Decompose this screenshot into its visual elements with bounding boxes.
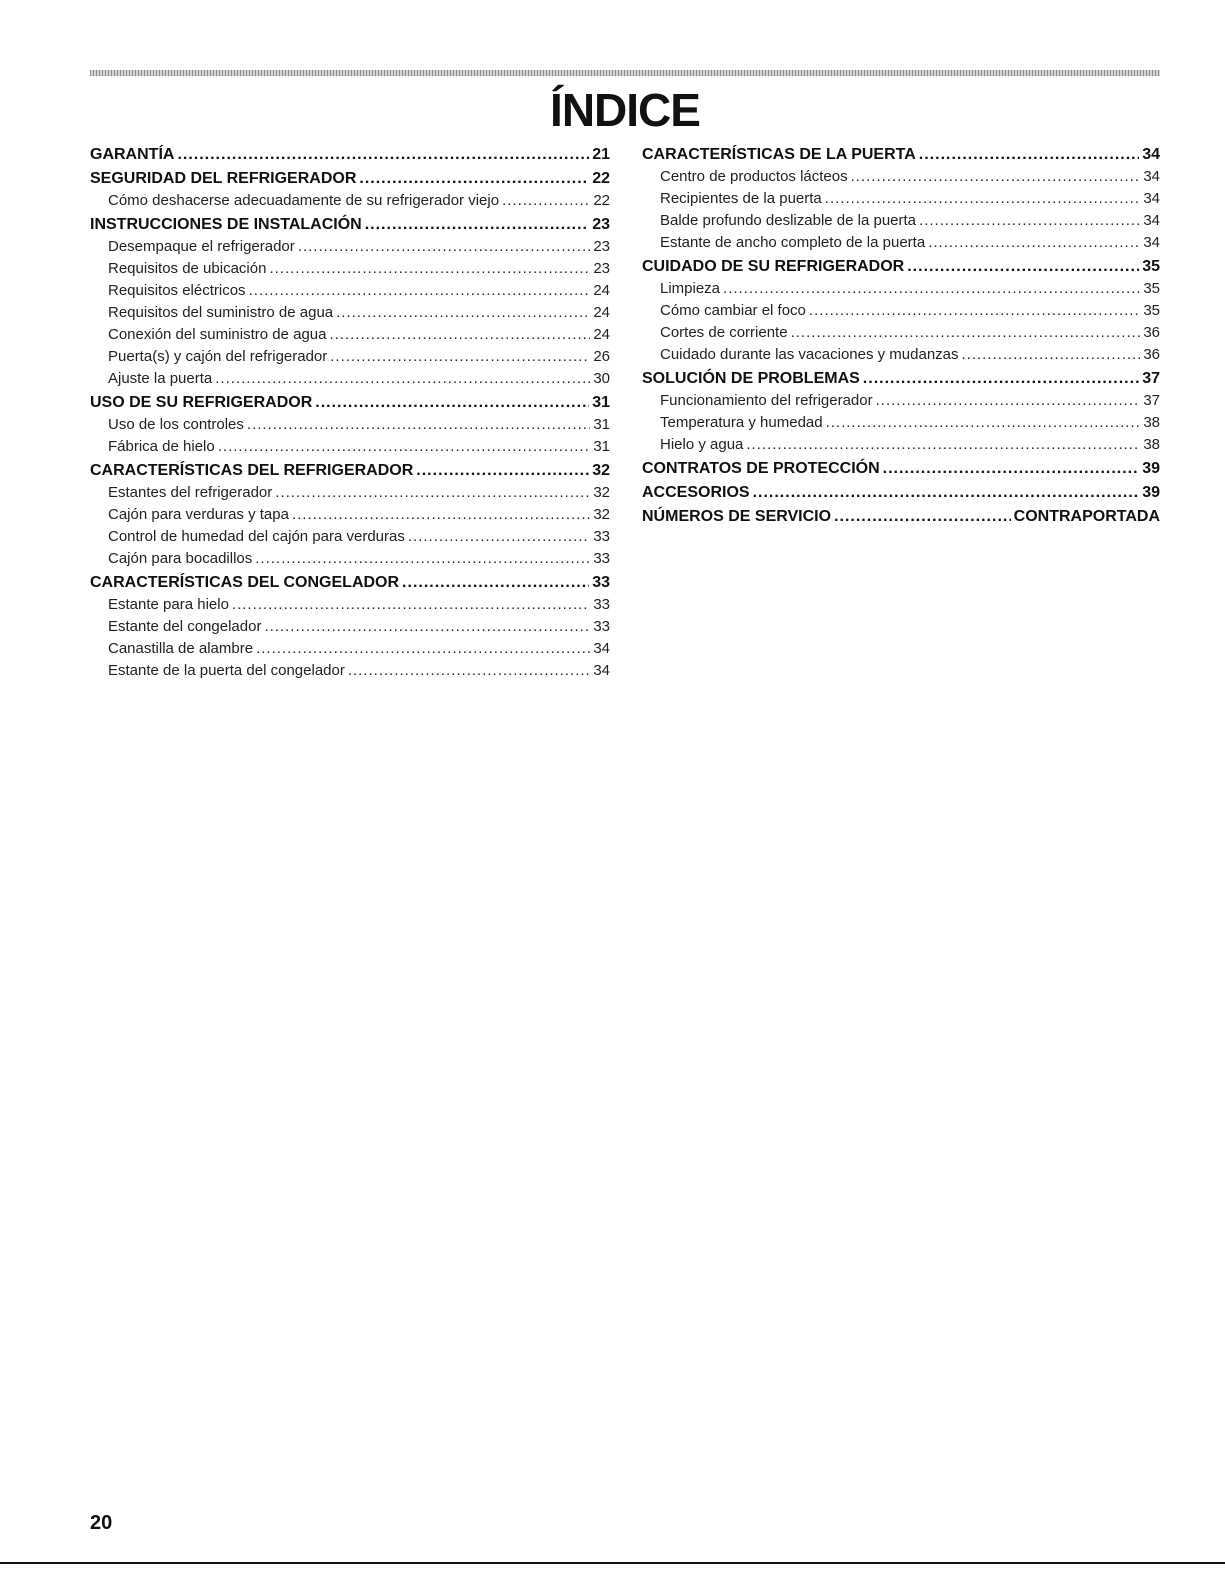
dot-leader <box>834 506 1011 528</box>
dot-leader <box>883 458 1140 480</box>
toc-subsection-entry <box>642 300 1160 322</box>
toc-entry-page: 34 <box>593 640 610 657</box>
dot-leader <box>177 144 589 166</box>
toc-entry-label: Limpieza <box>660 280 721 297</box>
toc-entry-label: CARACTERÍSTICAS DEL REFRIGERADOR <box>90 462 414 479</box>
toc-entry-label: ACCESORIOS <box>642 484 750 501</box>
dot-leader <box>919 210 1140 232</box>
toc-section-entry <box>90 460 610 482</box>
dot-leader <box>329 324 590 346</box>
toc-subsection-entry <box>90 346 610 368</box>
toc-subsection-entry <box>90 548 610 570</box>
toc-entry-page: 34 <box>1143 234 1160 251</box>
toc-entry-page: 34 <box>1143 168 1160 185</box>
toc-subsection-entry <box>90 436 610 458</box>
toc-entry-label: Cómo deshacerse adecuadamente de su refrigerador viejo <box>108 192 500 209</box>
toc-entry-label: Estante para hielo <box>108 596 229 613</box>
toc-entry-label: Recipientes de la puerta <box>660 190 822 207</box>
dot-leader <box>215 368 590 390</box>
toc-subsection-entry <box>90 236 610 258</box>
toc-entry-label: CARACTERÍSTICAS DEL CONGELADOR <box>90 574 400 591</box>
dot-leader <box>502 190 590 212</box>
bottom-rule <box>0 1562 1225 1564</box>
toc-section-entry <box>642 144 1160 166</box>
toc-entry-label: Cuidado durante las vacaciones y mudanzas <box>660 346 959 363</box>
toc-entry-page: 32 <box>592 462 610 479</box>
toc-subsection-entry <box>642 232 1160 254</box>
toc-entry-label: Requisitos eléctricos <box>108 282 246 299</box>
dot-leader <box>249 280 591 302</box>
toc-entry-label: Requisitos del suministro de agua <box>108 304 334 321</box>
toc-entry-page: 32 <box>593 506 610 523</box>
toc-entry-page: 31 <box>593 438 610 455</box>
dot-leader <box>962 344 1141 366</box>
dot-leader <box>723 278 1140 300</box>
toc-section-entry <box>90 168 610 190</box>
toc-entry-label: USO DE SU REFRIGERADOR <box>90 394 313 411</box>
toc-entry-page: 35 <box>1143 302 1160 319</box>
toc-subsection-entry <box>90 526 610 548</box>
toc-subsection-entry <box>642 278 1160 300</box>
toc-section-entry <box>90 392 610 414</box>
toc-entry-page: 36 <box>1143 324 1160 341</box>
toc-entry-label: Estante de ancho completo de la puerta <box>660 234 926 251</box>
toc-subsection-entry <box>642 166 1160 188</box>
toc-entry-page: 34 <box>593 662 610 679</box>
dot-leader <box>928 232 1140 254</box>
toc-subsection-entry <box>90 414 610 436</box>
toc-entry-label: Balde profundo deslizable de la puerta <box>660 212 917 229</box>
toc-entry-label: Cajón para verduras y tapa <box>108 506 289 523</box>
dot-leader <box>791 322 1141 344</box>
toc-subsection-entry <box>90 594 610 616</box>
toc-section-entry <box>642 458 1160 480</box>
dot-leader <box>416 460 589 482</box>
dot-leader <box>365 214 589 236</box>
top-decorative-rule <box>90 70 1160 76</box>
dot-leader <box>292 504 590 526</box>
dot-leader <box>746 434 1140 456</box>
toc-entry-page: 32 <box>593 484 610 501</box>
dot-leader <box>330 346 590 368</box>
toc-entry-page: 33 <box>593 618 610 635</box>
toc-entry-label: SEGURIDAD DEL REFRIGERADOR <box>90 170 357 187</box>
toc-entry-page: 34 <box>1142 146 1160 163</box>
dot-leader <box>826 412 1141 434</box>
dot-leader <box>256 638 590 660</box>
toc-subsection-entry <box>90 504 610 526</box>
dot-leader <box>264 616 590 638</box>
toc-subsection-entry <box>642 412 1160 434</box>
toc-entry-page: 23 <box>592 216 610 233</box>
toc-entry-label: CUIDADO DE SU REFRIGERADOR <box>642 258 905 275</box>
toc-entry-label: CARACTERÍSTICAS DE LA PUERTA <box>642 146 916 163</box>
toc-entry-page: 35 <box>1142 258 1160 275</box>
toc-subsection-entry <box>90 660 610 682</box>
toc-entry-page: 33 <box>593 550 610 567</box>
toc-entry-label: SOLUCIÓN DE PROBLEMAS <box>642 370 860 387</box>
toc-entry-page: 30 <box>593 370 610 387</box>
toc-entry-label: Cómo cambiar el foco <box>660 302 806 319</box>
toc-subsection-entry <box>90 258 610 280</box>
toc-entry-label: Desempaque el refrigerador <box>108 238 295 255</box>
toc-entry-page: 37 <box>1142 370 1160 387</box>
page-number: 20 <box>90 1512 113 1534</box>
toc-left-column <box>90 142 610 682</box>
toc-subsection-entry <box>90 368 610 390</box>
toc-entry-label: Ajuste la puerta <box>108 370 213 387</box>
toc-entry-page: 34 <box>1143 190 1160 207</box>
dot-leader <box>336 302 590 324</box>
dot-leader <box>809 300 1140 322</box>
toc-entry-label: CONTRATOS DE PROTECCIÓN <box>642 460 880 477</box>
dot-leader <box>275 482 590 504</box>
toc-subsection-entry <box>90 302 610 324</box>
toc-entry-page: 39 <box>1142 460 1160 477</box>
toc-entry-page: 37 <box>1143 392 1160 409</box>
toc-entry-label: Temperatura y humedad <box>660 414 823 431</box>
toc-entry-label: Estante de la puerta del congelador <box>108 662 345 679</box>
toc-subsection-entry <box>642 344 1160 366</box>
toc-entry-page: 33 <box>593 528 610 545</box>
page-title: ÍNDICE <box>550 84 700 136</box>
toc-entry-page: 21 <box>592 146 610 163</box>
toc-subsection-entry <box>90 482 610 504</box>
dot-leader <box>408 526 590 548</box>
toc-subsection-entry <box>90 190 610 212</box>
toc-entry-page: 33 <box>592 574 610 591</box>
toc-entry-page: CONTRAPORTADA <box>1013 508 1160 525</box>
toc-subsection-entry <box>642 390 1160 412</box>
toc-subsection-entry <box>90 638 610 660</box>
dot-leader <box>218 436 591 458</box>
dot-leader <box>753 482 1140 504</box>
toc-entry-page: 24 <box>593 282 610 299</box>
toc-subsection-entry <box>642 188 1160 210</box>
toc-entry-label: Fábrica de hielo <box>108 438 215 455</box>
toc-entry-page: 35 <box>1143 280 1160 297</box>
toc-entry-label: GARANTÍA <box>90 146 175 163</box>
toc-entry-page: 22 <box>592 170 610 187</box>
dot-leader <box>315 392 589 414</box>
toc-entry-page: 38 <box>1143 436 1160 453</box>
toc-entry-page: 34 <box>1143 212 1160 229</box>
toc-subsection-entry <box>642 210 1160 232</box>
toc-entry-label: Hielo y agua <box>660 436 744 453</box>
dot-leader <box>255 548 590 570</box>
toc-subsection-entry <box>642 322 1160 344</box>
toc-entry-page: 26 <box>593 348 610 365</box>
dot-leader <box>863 368 1139 390</box>
toc-entry-label: INSTRUCCIONES DE INSTALACIÓN <box>90 216 362 233</box>
toc-entry-label: Canastilla de alambre <box>108 640 254 657</box>
dot-leader <box>919 144 1139 166</box>
toc-entry-page: 31 <box>592 394 610 411</box>
dot-leader <box>825 188 1141 210</box>
toc-section-entry <box>90 572 610 594</box>
toc-section-entry <box>90 214 610 236</box>
toc-entry-label: Centro de productos lácteos <box>660 168 848 185</box>
toc-entry-label: Requisitos de ubicación <box>108 260 267 277</box>
toc-entry-page: 22 <box>593 192 610 209</box>
toc-section-entry <box>642 506 1160 528</box>
dot-leader <box>269 258 590 280</box>
toc-subsection-entry <box>642 434 1160 456</box>
toc-entry-label: Cajón para bocadillos <box>108 550 253 567</box>
toc-entry-page: 23 <box>593 260 610 277</box>
toc-entry-label: NÚMEROS DE SERVICIO <box>642 508 832 525</box>
toc-subsection-entry <box>90 616 610 638</box>
toc-subsection-entry <box>90 280 610 302</box>
toc-right-column <box>642 142 1160 528</box>
toc-entry-label: Estantes del refrigerador <box>108 484 273 501</box>
toc-entry-page: 33 <box>593 596 610 613</box>
toc-entry-page: 31 <box>593 416 610 433</box>
toc-entry-label: Estante del congelador <box>108 618 262 635</box>
toc-section-entry <box>642 482 1160 504</box>
toc-entry-page: 36 <box>1143 346 1160 363</box>
toc-section-entry <box>90 144 610 166</box>
dot-leader <box>876 390 1141 412</box>
dot-leader <box>359 168 589 190</box>
toc-subsection-entry <box>90 324 610 346</box>
dot-leader <box>298 236 591 258</box>
toc-section-entry <box>642 256 1160 278</box>
toc-entry-page: 23 <box>593 238 610 255</box>
dot-leader <box>348 660 590 682</box>
toc-entry-page: 38 <box>1143 414 1160 431</box>
dot-leader <box>851 166 1141 188</box>
toc-section-entry <box>642 368 1160 390</box>
toc-entry-label: Cortes de corriente <box>660 324 788 341</box>
toc-entry-label: Funcionamiento del refrigerador <box>660 392 873 409</box>
toc-entry-label: Puerta(s) y cajón del refrigerador <box>108 348 328 365</box>
toc-entry-page: 24 <box>593 304 610 321</box>
toc-entry-label: Uso de los controles <box>108 416 244 433</box>
toc-entry-label: Control de humedad del cajón para verduras <box>108 528 405 545</box>
dot-leader <box>232 594 590 616</box>
toc-entry-page: 24 <box>593 326 610 343</box>
dot-leader <box>402 572 589 594</box>
dot-leader <box>247 414 590 436</box>
toc-entry-page: 39 <box>1142 484 1160 501</box>
toc-entry-label: Conexión del suministro de agua <box>108 326 327 343</box>
dot-leader <box>907 256 1139 278</box>
